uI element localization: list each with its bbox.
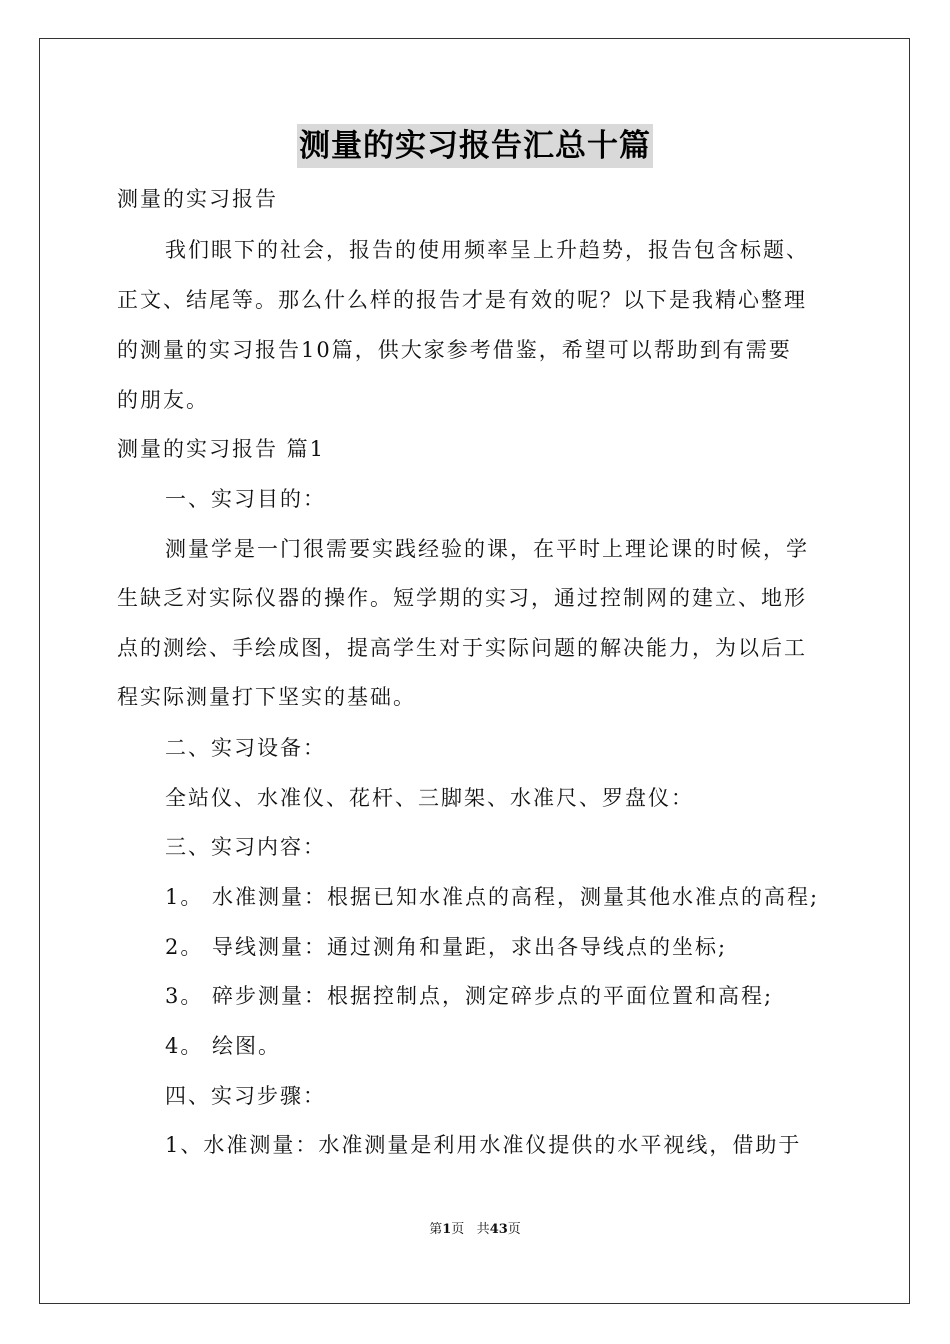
paragraph-line: 的测量的实习报告10篇，供大家参考借鉴，希望可以帮助到有需要: [117, 338, 792, 362]
list-item: 2。 导线测量：通过测角和量距，求出各导线点的坐标;: [165, 935, 728, 959]
page-footer: [0, 1218, 950, 1237]
section-heading: 二、实习设备：: [165, 736, 326, 760]
section-heading: 一、实习目的：: [165, 487, 326, 511]
subtitle: 测量的实习报告: [117, 187, 278, 211]
list-item: 3。 碎步测量：根据控制点，测定碎步点的平面位置和高程;: [165, 984, 774, 1008]
document-title: 测量的实习报告汇总十篇: [297, 124, 653, 168]
paragraph-line: 我们眼下的社会，报告的使用频率呈上升趋势，报告包含标题、: [165, 238, 809, 262]
total-pages: 43: [489, 1222, 508, 1237]
total-prefix: 共: [476, 1222, 490, 1237]
paragraph-line: 点的测绘、手绘成图，提高学生对于实际问题的解决能力，为以后工: [117, 636, 807, 660]
page-border: [39, 38, 910, 1304]
list-item: 1。 水准测量：根据已知水准点的高程，测量其他水准点的高程;: [165, 885, 820, 909]
title-container: [0, 124, 950, 168]
total-suffix: 页: [507, 1222, 521, 1237]
paragraph-line: 生缺乏对实际仪器的操作。短学期的实习，通过控制网的建立、地形: [117, 586, 807, 610]
paragraph-line: 正文、结尾等。那么什么样的报告才是有效的呢？以下是我精心整理: [117, 288, 807, 312]
paragraph-line: 测量学是一门很需要实践经验的课，在平时上理论课的时候，学: [165, 537, 809, 561]
page-prefix: 第: [429, 1222, 443, 1237]
page-suffix: 页: [451, 1222, 465, 1237]
section-heading: 三、实习内容：: [165, 835, 326, 859]
section-heading: 测量的实习报告 篇1: [117, 437, 326, 461]
page-number: 1: [442, 1222, 452, 1237]
paragraph-line: 全站仪、水准仪、花杆、三脚架、水准尺、罗盘仪：: [165, 786, 694, 810]
paragraph-line: 1、水准测量：水准测量是利用水准仪提供的水平视线，借助于: [165, 1133, 802, 1157]
paragraph-line: 的朋友。: [117, 388, 209, 412]
section-heading: 四、实习步骤：: [165, 1084, 326, 1108]
paragraph-line: 程实际测量打下坚实的基础。: [117, 685, 416, 709]
list-item: 4。 绘图。: [165, 1034, 282, 1058]
